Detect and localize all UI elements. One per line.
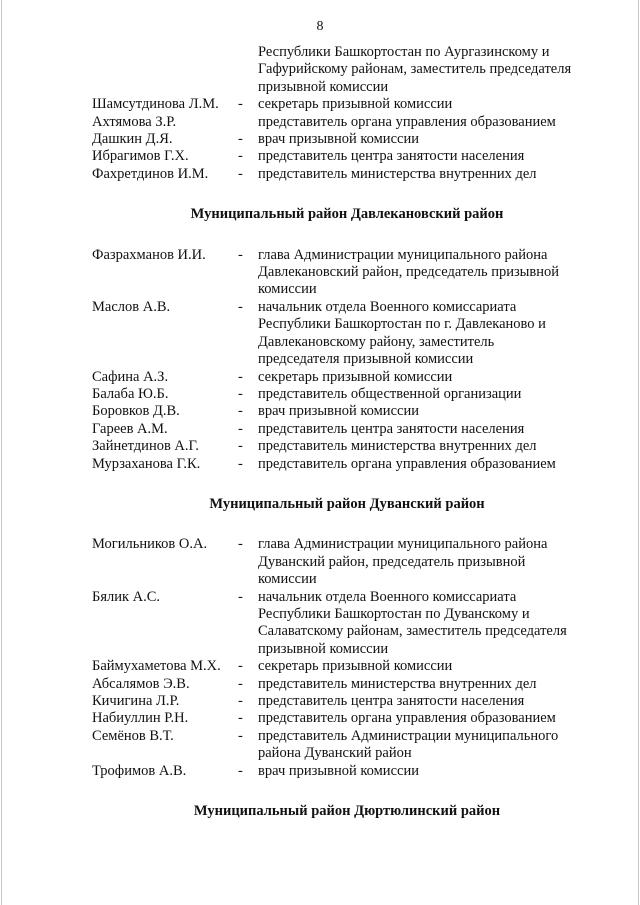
role-line: представитель центра занятости населения [258,148,525,165]
member-row [92,44,602,96]
list-dash: - [238,368,243,385]
role-line: врач призывной комиссии [258,403,419,420]
member-role [258,403,598,420]
section-heading: Муниципальный район Давлекановский район [190,206,504,223]
role-line: Республики Башкортостан по Дуванскому и [258,605,530,622]
member-name: Балаба Ю.Б. [92,385,169,402]
member-name: Семёнов В.Т. [92,727,174,744]
list-dash: - [238,658,243,675]
member-role [258,693,598,710]
member-name: Дашкин Д.Я. [92,131,173,148]
member-name: Маслов А.В. [92,298,171,315]
role-line: представитель министерства внутренних дел [258,675,537,692]
member-row [92,131,602,148]
member-name: Гареев А.М. [92,420,168,437]
role-line: призывной комиссии [258,640,389,657]
member-name: Кичигина Л.Р. [92,693,180,709]
role-line: представитель министерства внутренних дел [258,438,537,455]
list-dash: - [238,298,243,315]
member-row [92,589,602,659]
list-dash: - [238,385,243,402]
member-name: Абсалямов Э.В. [92,675,190,692]
member-role [258,438,598,455]
role-line: района Дуванский район [258,745,412,762]
role-line: Дуванский район, председатель призывной [258,553,526,570]
list-dash: - [238,762,243,779]
section-heading: Муниципальный район Дюртюлинский район [193,803,501,820]
member-name: Ибрагимов Г.Х. [92,148,189,165]
list-dash: - [238,165,243,182]
role-line: представитель министерства внутренних дел [258,165,537,182]
list-dash: - [238,96,243,113]
member-row [92,456,602,473]
member-row [92,763,602,780]
member-row [92,710,602,727]
role-line: Салаватскому районам, заместитель председателя [258,623,567,640]
role-line: секретарь призывной комиссии [258,368,453,385]
member-role [258,386,598,403]
role-line: глава Администрации муниципального района [258,536,548,553]
role-line: начальник отдела Военного комиссариата [258,588,517,605]
member-row [92,96,602,113]
member-role [258,247,598,299]
list-dash: - [238,148,243,165]
role-line: представитель органа управления образованием [258,710,556,727]
member-name: Бялик А.С. [92,588,161,605]
list-dash: - [238,536,243,553]
member-name: Фазрахманов И.И. [92,246,206,263]
member-name: Шамсутдинова Л.М. [92,96,219,113]
member-row [92,148,602,165]
section-heading: Муниципальный район Дуванский район [209,495,485,512]
role-line: представитель органа управления образованием [258,455,556,472]
member-row [92,421,602,438]
member-role [258,728,598,763]
list-dash: - [238,693,243,709]
role-line: врач призывной комиссии [258,131,419,148]
list-dash: - [238,588,243,605]
list-dash: - [238,403,243,420]
role-line: врач призывной комиссии [258,762,419,779]
member-row [92,114,602,131]
role-line: Гафурийскому районам, заместитель председателя [258,61,572,78]
member-role [258,456,598,473]
role-line: секретарь призывной комиссии [258,658,453,675]
list-dash: - [238,455,243,472]
member-role [258,676,598,693]
member-role [258,369,598,386]
member-row [92,693,602,710]
member-name: Фахретдинов И.М. [92,165,209,182]
member-role [258,44,598,96]
member-role [258,131,598,148]
member-role [258,148,598,165]
role-line: секретарь призывной комиссии [258,96,453,113]
role-line: начальник отдела Военного комиссариата [258,298,517,315]
document-body [92,44,602,843]
member-role [258,710,598,727]
member-name: Мурзаханова Г.К. [92,455,201,472]
list-dash: - [238,131,243,148]
member-name: Боровков Д.В. [92,403,180,420]
list-dash: - [238,420,243,437]
member-role [258,96,598,113]
member-role [258,114,598,131]
member-name: Набиуллин Р.Н. [92,710,189,727]
role-line: представитель общественной организации [258,385,522,402]
member-name: Зайнетдинов А.Г. [92,438,199,455]
member-row [92,728,602,763]
member-name: Баймухаметова М.Х. [92,658,221,675]
role-line: комиссии [258,571,317,588]
member-role [258,763,598,780]
list-dash [238,114,258,131]
member-name: Могильников О.А. [92,536,208,553]
member-role [258,166,598,183]
member-role [258,421,598,438]
list-dash [238,44,258,96]
member-row [92,403,602,420]
member-row [92,369,602,386]
member-row [92,536,602,588]
member-row [92,247,602,299]
member-role [258,658,598,675]
member-name [92,44,238,96]
list-dash: - [238,438,243,455]
role-line: представитель центра занятости населения [258,420,525,437]
role-line: представитель органа управления образованием [258,113,556,130]
member-row [92,658,602,675]
role-line: Давлекановский район, председатель призывной [258,264,560,281]
member-role [258,299,598,369]
role-line: призывной комиссии [258,78,389,95]
member-row [92,166,602,183]
page-number: 8 [316,19,324,34]
scan-edge-right [638,0,639,905]
role-line: председателя призывной комиссии [258,351,474,368]
member-row [92,438,602,455]
member-name: Ахтямова З.Р. [92,113,177,130]
member-row [92,676,602,693]
member-role [258,536,598,588]
scan-edge-left [1,0,2,905]
member-name: Сафина А.З. [92,368,169,385]
member-role [258,589,598,659]
list-dash: - [238,246,243,263]
role-line: представитель центра занятости населения [258,693,525,709]
role-line: комиссии [258,281,317,298]
list-dash: - [238,710,243,727]
list-dash: - [238,675,243,692]
role-line: Республики Башкортостан по г. Давлеканово и [258,316,546,333]
list-dash: - [238,727,243,744]
role-line: Давлекановскому району, заместитель [258,333,495,350]
member-row [92,386,602,403]
role-line: представитель Администрации муниципального [258,727,559,744]
member-row [92,299,602,369]
role-line: глава Администрации муниципального района [258,246,548,263]
role-line: Республики Башкортостан по Аургазинскому и [258,44,550,60]
member-name: Трофимов А.В. [92,762,187,779]
